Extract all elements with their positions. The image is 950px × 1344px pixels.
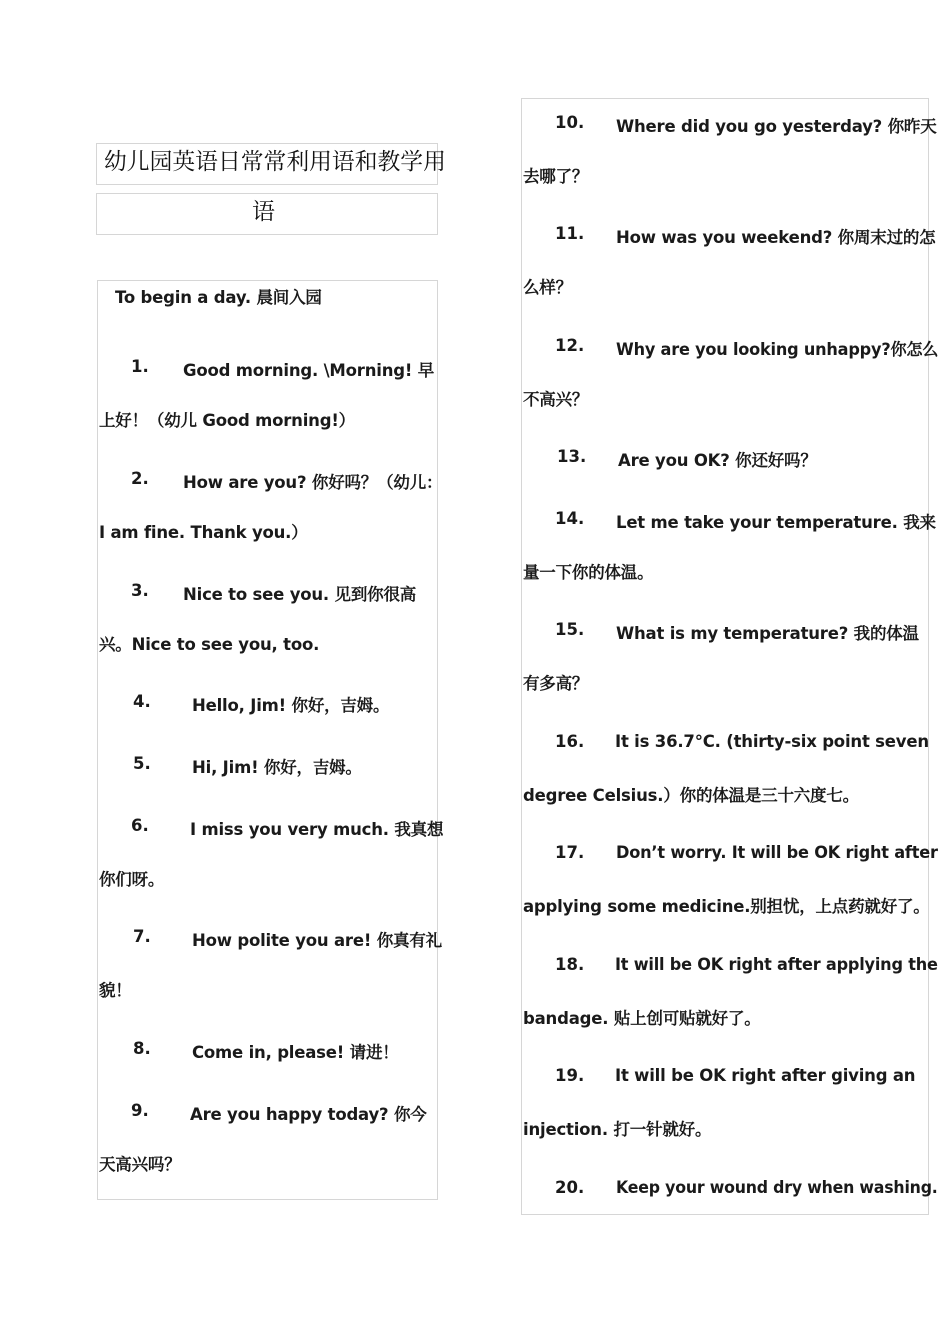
item-number: 1. xyxy=(131,357,149,376)
item-text-continued: bandage. 贴上创可贴就好了。 xyxy=(523,1009,761,1028)
item-text-continued: injection. 打一针就好。 xyxy=(523,1120,712,1139)
item-text-continued: 你们呀。 xyxy=(99,870,165,889)
item-text: Why are you looking unhappy?你怎么 xyxy=(616,340,939,359)
item-number: 11. xyxy=(555,224,585,243)
item-text-continued: applying some medicine.别担忧，上点药就好了。 xyxy=(523,897,930,916)
right-column-frame xyxy=(521,98,929,1215)
item-number: 10. xyxy=(555,113,585,132)
item-number: 20. xyxy=(555,1178,585,1197)
item-text-continued: 貌！ xyxy=(99,981,132,1000)
item-text: Let me take your temperature. 我来 xyxy=(616,513,936,532)
item-text-continued: 天高兴吗？ xyxy=(99,1155,181,1174)
item-number: 2. xyxy=(131,469,149,488)
item-number: 12. xyxy=(555,336,585,355)
item-text-continued: 兴。Nice to see you, too. xyxy=(99,635,320,654)
item-number: 17. xyxy=(555,843,585,862)
item-text: It will be OK right after giving an xyxy=(615,1066,916,1085)
item-text-continued: I am fine. Thank you.） xyxy=(99,523,308,542)
item-number: 14. xyxy=(555,509,585,528)
item-text: I miss you very much. 我真想 xyxy=(190,820,444,839)
item-number: 19. xyxy=(555,1066,585,1085)
item-number: 13. xyxy=(557,447,587,466)
page-title-line-1: 幼儿园英语日常常利用语和教学用 xyxy=(104,149,446,175)
item-text: It is 36.7°C. (thirty-six point seven xyxy=(615,732,929,751)
item-text-continued: 上好！（幼儿 Good morning!） xyxy=(99,411,355,430)
item-text: Nice to see you. 见到你很高 xyxy=(183,585,417,604)
item-number: 4. xyxy=(133,692,151,711)
item-text: How polite you are! 你真有礼 xyxy=(192,931,442,950)
item-text: How was you weekend? 你周末过的怎 xyxy=(616,228,936,247)
item-number: 7. xyxy=(133,927,151,946)
item-number: 9. xyxy=(131,1101,149,1120)
item-number: 8. xyxy=(133,1039,151,1058)
item-number: 15. xyxy=(555,620,585,639)
item-text: Are you OK? 你还好吗？ xyxy=(618,451,817,470)
item-text: Come in, please! 请进！ xyxy=(192,1043,399,1062)
section-heading: To begin a day. 晨间入园 xyxy=(115,288,322,307)
item-number: 6. xyxy=(131,816,149,835)
item-text: Good morning. \Morning! 早 xyxy=(183,361,435,380)
item-text-continued: 量一下你的体温。 xyxy=(523,563,654,582)
item-number: 18. xyxy=(555,955,585,974)
item-number: 16. xyxy=(555,732,585,751)
page-title-line-2: 语 xyxy=(252,199,275,225)
item-text: Keep your wound dry when washing. xyxy=(616,1178,938,1197)
item-number: 5. xyxy=(133,754,151,773)
item-text: Don’t worry. It will be OK right after xyxy=(616,843,938,862)
item-text: Where did you go yesterday? 你昨天 xyxy=(616,117,937,136)
item-text-continued: 不高兴？ xyxy=(523,390,589,409)
item-text: Are you happy today? 你今 xyxy=(190,1105,427,1124)
item-text: Hi, Jim! 你好，吉姆。 xyxy=(192,758,362,777)
item-text-continued: 么样？ xyxy=(523,278,572,297)
item-text-continued: 有多高？ xyxy=(523,674,589,693)
item-text: Hello, Jim! 你好，吉姆。 xyxy=(192,696,390,715)
item-text-continued: 去哪了？ xyxy=(523,167,589,186)
item-text: It will be OK right after applying the xyxy=(615,955,938,974)
item-number: 3. xyxy=(131,581,149,600)
item-text: What is my temperature? 我的体温 xyxy=(616,624,919,643)
item-text: How are you? 你好吗？（幼儿： xyxy=(183,473,443,492)
item-text-continued: degree Celsius.）你的体温是三十六度七。 xyxy=(523,786,859,805)
